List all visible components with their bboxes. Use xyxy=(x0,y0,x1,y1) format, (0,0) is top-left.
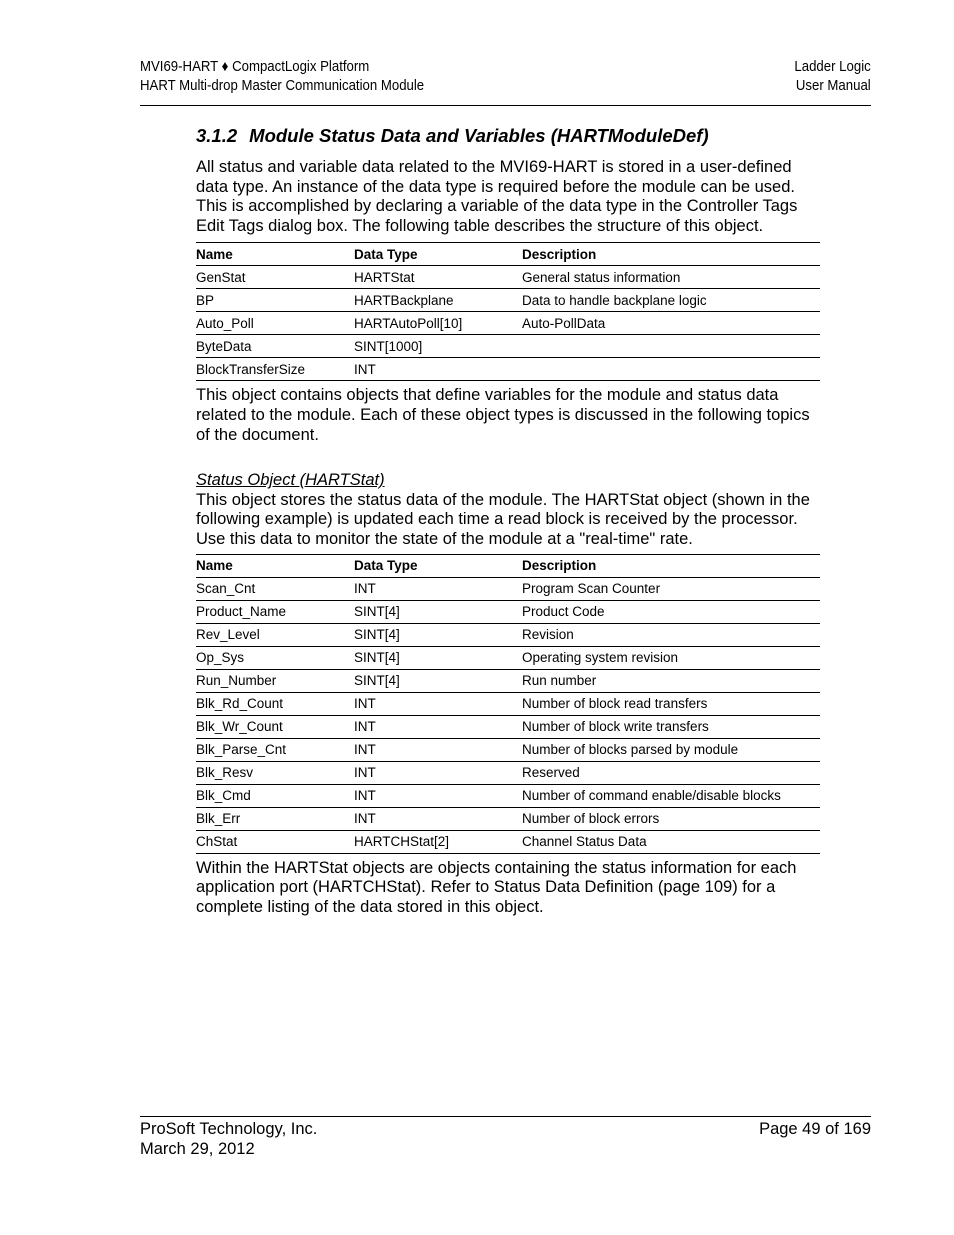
cell-data-type: SINT[4] xyxy=(354,600,522,623)
col-header-name: Name xyxy=(196,554,354,577)
header-chapter: Ladder Logic xyxy=(794,58,871,75)
cell-data-type: INT xyxy=(354,738,522,761)
table-row xyxy=(196,761,820,784)
table-row xyxy=(196,669,820,692)
header-manual: User Manual xyxy=(796,77,871,94)
cell-name: Blk_Cmd xyxy=(196,784,354,807)
cell-data-type: INT xyxy=(354,692,522,715)
cell-data-type: INT xyxy=(354,807,522,830)
table-row xyxy=(196,692,820,715)
cell-name: ChStat xyxy=(196,830,354,853)
page-footer xyxy=(140,1116,871,1158)
page-content xyxy=(196,124,820,917)
cell-data-type: SINT[4] xyxy=(354,669,522,692)
hartmoduledef-table xyxy=(196,242,820,381)
cell-name: Blk_Wr_Count xyxy=(196,715,354,738)
table-row xyxy=(196,289,820,312)
page-header xyxy=(140,57,871,106)
cell-name: Product_Name xyxy=(196,600,354,623)
cell-description: Number of block read transfers xyxy=(522,692,820,715)
cell-name: ByteData xyxy=(196,335,354,358)
cell-data-type: INT xyxy=(354,715,522,738)
section-heading xyxy=(196,124,820,148)
cell-data-type: SINT[4] xyxy=(354,646,522,669)
table-row xyxy=(196,807,820,830)
cell-name: Scan_Cnt xyxy=(196,577,354,600)
cell-description: Product Code xyxy=(522,600,820,623)
cell-description: Auto-PollData xyxy=(522,312,820,335)
cell-name: Blk_Rd_Count xyxy=(196,692,354,715)
subsection-title: Status Object (HARTStat) xyxy=(196,471,385,490)
table-header-row xyxy=(196,243,820,266)
cell-name: BP xyxy=(196,289,354,312)
col-header-data-type: Data Type xyxy=(354,243,522,266)
cell-data-type: HARTStat xyxy=(354,266,522,289)
cell-data-type: INT xyxy=(354,358,522,381)
cell-data-type: INT xyxy=(354,761,522,784)
table-row xyxy=(196,335,820,358)
cell-name: Rev_Level xyxy=(196,623,354,646)
table-row xyxy=(196,358,820,381)
table-row xyxy=(196,738,820,761)
cell-data-type: HARTCHStat[2] xyxy=(354,830,522,853)
cell-name: Auto_Poll xyxy=(196,312,354,335)
footer-date: March 29, 2012 xyxy=(140,1139,255,1158)
cell-description: Number of block write transfers xyxy=(522,715,820,738)
cell-description: Number of block errors xyxy=(522,807,820,830)
table-row xyxy=(196,577,820,600)
cell-description: Data to handle backplane logic xyxy=(522,289,820,312)
cell-data-type: SINT[1000] xyxy=(354,335,522,358)
cell-description: Number of command enable/disable blocks xyxy=(522,784,820,807)
cell-description: Operating system revision xyxy=(522,646,820,669)
cell-description: Revision xyxy=(522,623,820,646)
cell-name: GenStat xyxy=(196,266,354,289)
cell-name: Blk_Resv xyxy=(196,761,354,784)
cell-name: Op_Sys xyxy=(196,646,354,669)
hartstat-table xyxy=(196,554,820,854)
col-header-name: Name xyxy=(196,243,354,266)
cell-name: BlockTransferSize xyxy=(196,358,354,381)
cell-description: Channel Status Data xyxy=(522,830,820,853)
cell-name: Run_Number xyxy=(196,669,354,692)
header-right xyxy=(795,57,871,95)
header-product: MVI69-HART ♦ CompactLogix Platform xyxy=(140,58,370,75)
subsection-intro: This object stores the status data of the module. The HARTStat object (shown in the following example) is updated each time a read block is received by the processor. Use this data to monitor the state of the module at a "real-time" rate. xyxy=(196,490,810,548)
cell-description: Number of blocks parsed by module xyxy=(522,738,820,761)
cell-data-type: HARTBackplane xyxy=(354,289,522,312)
footer-left xyxy=(140,1120,317,1159)
cell-data-type: HARTAutoPoll[10] xyxy=(354,312,522,335)
col-header-description: Description xyxy=(522,554,820,577)
table-row xyxy=(196,600,820,623)
cell-description: Program Scan Counter xyxy=(522,577,820,600)
table-row xyxy=(196,312,820,335)
cell-data-type: SINT[4] xyxy=(354,623,522,646)
table-header-row xyxy=(196,554,820,577)
table-row xyxy=(196,784,820,807)
cell-description xyxy=(522,358,820,381)
col-header-description: Description xyxy=(522,243,820,266)
subsection-after-table: Within the HARTStat objects are objects containing the status information for each application port (HARTCHStat). Refer to Status Data Definition (page 109) for a complete listing of the data stored in this object. xyxy=(196,858,797,916)
cell-description: Run number xyxy=(522,669,820,692)
table-row xyxy=(196,623,820,646)
section-after-table: This object contains objects that define variables for the module and status data related to the module. Each of these object types is discussed in the following topics of the document. xyxy=(196,386,810,444)
col-header-data-type: Data Type xyxy=(354,554,522,577)
cell-name: Blk_Parse_Cnt xyxy=(196,738,354,761)
footer-page-number: Page 49 of 169 xyxy=(759,1120,871,1138)
section-number: 3.1.2 xyxy=(196,125,238,146)
section-intro: All status and variable data related to the MVI69-HART is stored in a user-defined data type. An instance of the data type is required before the module can be used. This is accomplished by declaring a variable of the data type in the Controller Tags Edit Tags dialog box. The following table describes the structure of this object. xyxy=(196,158,798,235)
cell-description xyxy=(522,335,820,358)
cell-description: General status information xyxy=(522,266,820,289)
header-module: HART Multi-drop Master Communication Module xyxy=(140,77,425,94)
cell-name: Blk_Err xyxy=(196,807,354,830)
table-row xyxy=(196,830,820,853)
footer-company: ProSoft Technology, Inc. xyxy=(140,1120,318,1138)
table-row xyxy=(196,646,820,669)
cell-data-type: INT xyxy=(354,784,522,807)
header-left xyxy=(140,57,424,95)
cell-description: Reserved xyxy=(522,761,820,784)
cell-data-type: INT xyxy=(354,577,522,600)
table-row xyxy=(196,715,820,738)
section-title: Module Status Data and Variables (HARTModuleDef) xyxy=(249,125,709,146)
table-row xyxy=(196,266,820,289)
